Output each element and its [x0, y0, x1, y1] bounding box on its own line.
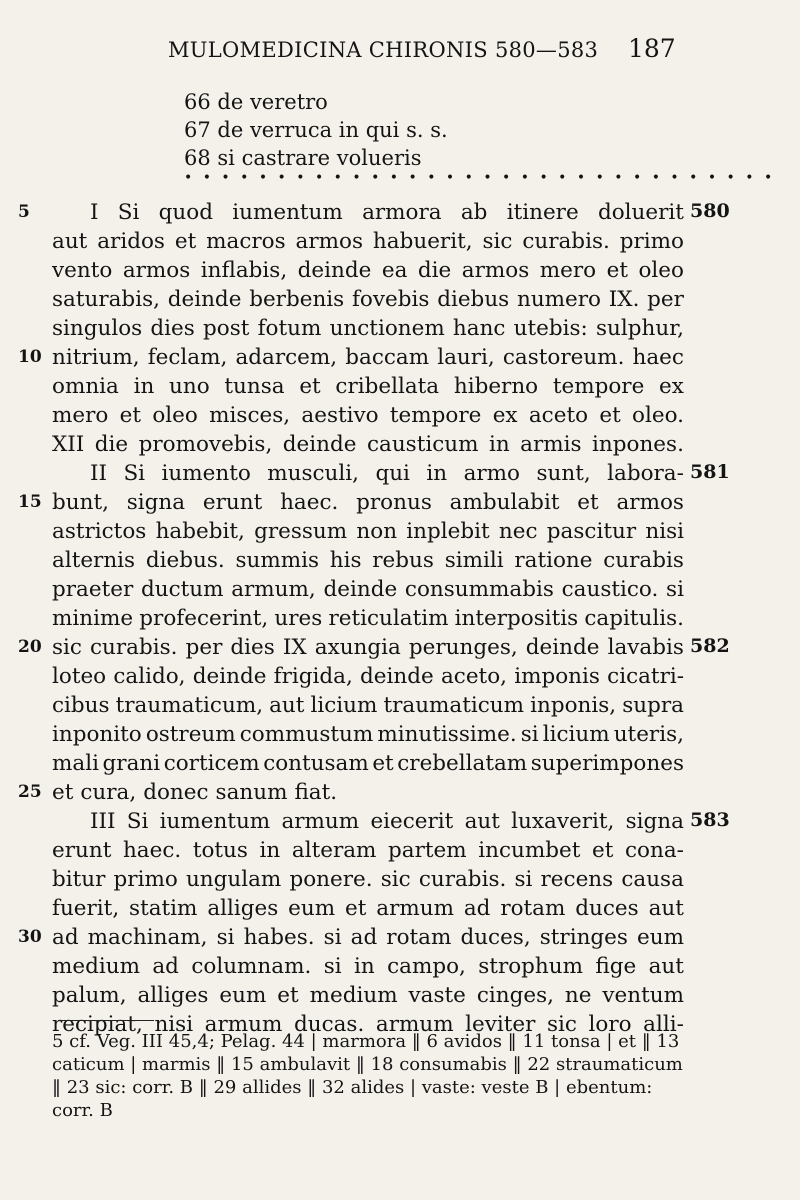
chapter-contents — [184, 88, 448, 172]
text-line: minime profecerint, ures reticulatim interpositis capitulis. — [52, 606, 684, 631]
text-line: bunt, signa erunt haec. pronus ambulabit et armos — [52, 490, 684, 515]
text-line: palum, alliges eum et medium vaste cinges, ne ventum — [52, 983, 684, 1008]
contents-line: 68 si castrare volueris — [184, 146, 422, 170]
contents-line: 66 de veretro — [184, 90, 328, 114]
running-head: MULOMEDICINA CHIRONIS 580—583 — [168, 38, 599, 62]
text-line: loteo calido, deinde frigida, deinde aceto, imponis cicatri- — [52, 664, 684, 689]
text-line: mero et oleo misces, aestivo tempore ex aceto et oleo. — [52, 403, 684, 428]
footnote-rule — [58, 1020, 154, 1021]
text-line: inponito ostreum commustum minutissime. si licium uteris, — [52, 722, 684, 747]
dotted-separator: • • • • • • • • • • • • • • • • • • • • • • • • • • • • • • • • — [184, 170, 776, 186]
text-line: astrictos habebit, gressum non inplebit nec pascitur nisi — [52, 519, 684, 544]
section-number: 580 — [690, 200, 730, 222]
contents-line: 67 de verruca in qui s. s. — [184, 118, 448, 142]
text-line: III Si iumentum armum eiecerit aut luxaverit, signa — [90, 809, 684, 834]
line-number: 15 — [18, 492, 42, 512]
text-line: vento armos inflabis, deinde ea die armos mero et oleo — [52, 258, 684, 283]
text-line: cibus traumaticum, aut licium traumaticum inponis, supra — [52, 693, 684, 718]
section-number: 582 — [690, 635, 730, 657]
text-line: nitrium, feclam, adarcem, baccam lauri, castoreum. haec — [52, 345, 684, 370]
text-line: singulos dies post fotum unctionem hanc utebis: sulphur, — [52, 316, 684, 341]
main-text — [52, 198, 684, 1039]
text-line: recipiat, nisi armum ducas. armum leviter sic loro alli- — [52, 1012, 684, 1037]
text-line: I Si quod iumentum armora ab itinere doluerit — [90, 200, 684, 225]
line-number: 30 — [18, 927, 42, 947]
text-line: bitur primo ungulam ponere. sic curabis. si recens causa — [52, 867, 684, 892]
text-line: alternis diebus. summis his rebus simili ratione curabis — [52, 548, 684, 573]
section-number: 581 — [690, 461, 730, 483]
page-number: 187 — [628, 34, 676, 63]
line-number: 5 — [18, 202, 30, 222]
text-line: omnia in uno tunsa et cribellata hiberno tempore ex — [52, 374, 684, 399]
line-number: 20 — [18, 637, 42, 657]
text-line: ad machinam, si habes. si ad rotam duces, stringes eum — [52, 925, 684, 950]
text-line: et cura, donec sanum fiat. — [52, 780, 338, 805]
text-line: aut aridos et macros armos habuerit, sic curabis. primo — [52, 229, 684, 254]
text-line: saturabis, deinde berbenis fovebis diebus numero IX. per — [52, 287, 684, 312]
text-line: XII die promovebis, deinde causticum in armis inpones. — [52, 432, 684, 457]
critical-apparatus: 5 cf. Veg. III 45,4; Pelag. 44 | marmora ‖ 6 avidos ‖ 11 tonsa | et ‖ 13 caticum | marmis ‖ 15 ambulavit ‖ 18 consumabis ‖ 22 straumaticum ‖ 23 sic: corr. B ‖ 29 allides ‖ 32 alides | vaste: veste B | ebentum: corr. B — [52, 1031, 683, 1121]
text-line: mali grani corticem contusam et crebellatam superimpones — [52, 751, 684, 776]
line-number: 25 — [18, 782, 42, 802]
text-line: II Si iumento musculi, qui in armo sunt, labora- — [90, 461, 684, 486]
section-number: 583 — [690, 809, 730, 831]
text-line: fuerit, statim alliges eum et armum ad rotam duces aut — [52, 896, 684, 921]
text-line: praeter ductum armum, deinde consummabis caustico. si — [52, 577, 684, 602]
line-number: 10 — [18, 347, 42, 367]
text-line: sic curabis. per dies IX axungia perunges, deinde lavabis — [52, 635, 684, 660]
text-line: medium ad columnam. si in campo, strophum fige aut — [52, 954, 684, 979]
text-line: erunt haec. totus in alteram partem incumbet et cona- — [52, 838, 684, 863]
